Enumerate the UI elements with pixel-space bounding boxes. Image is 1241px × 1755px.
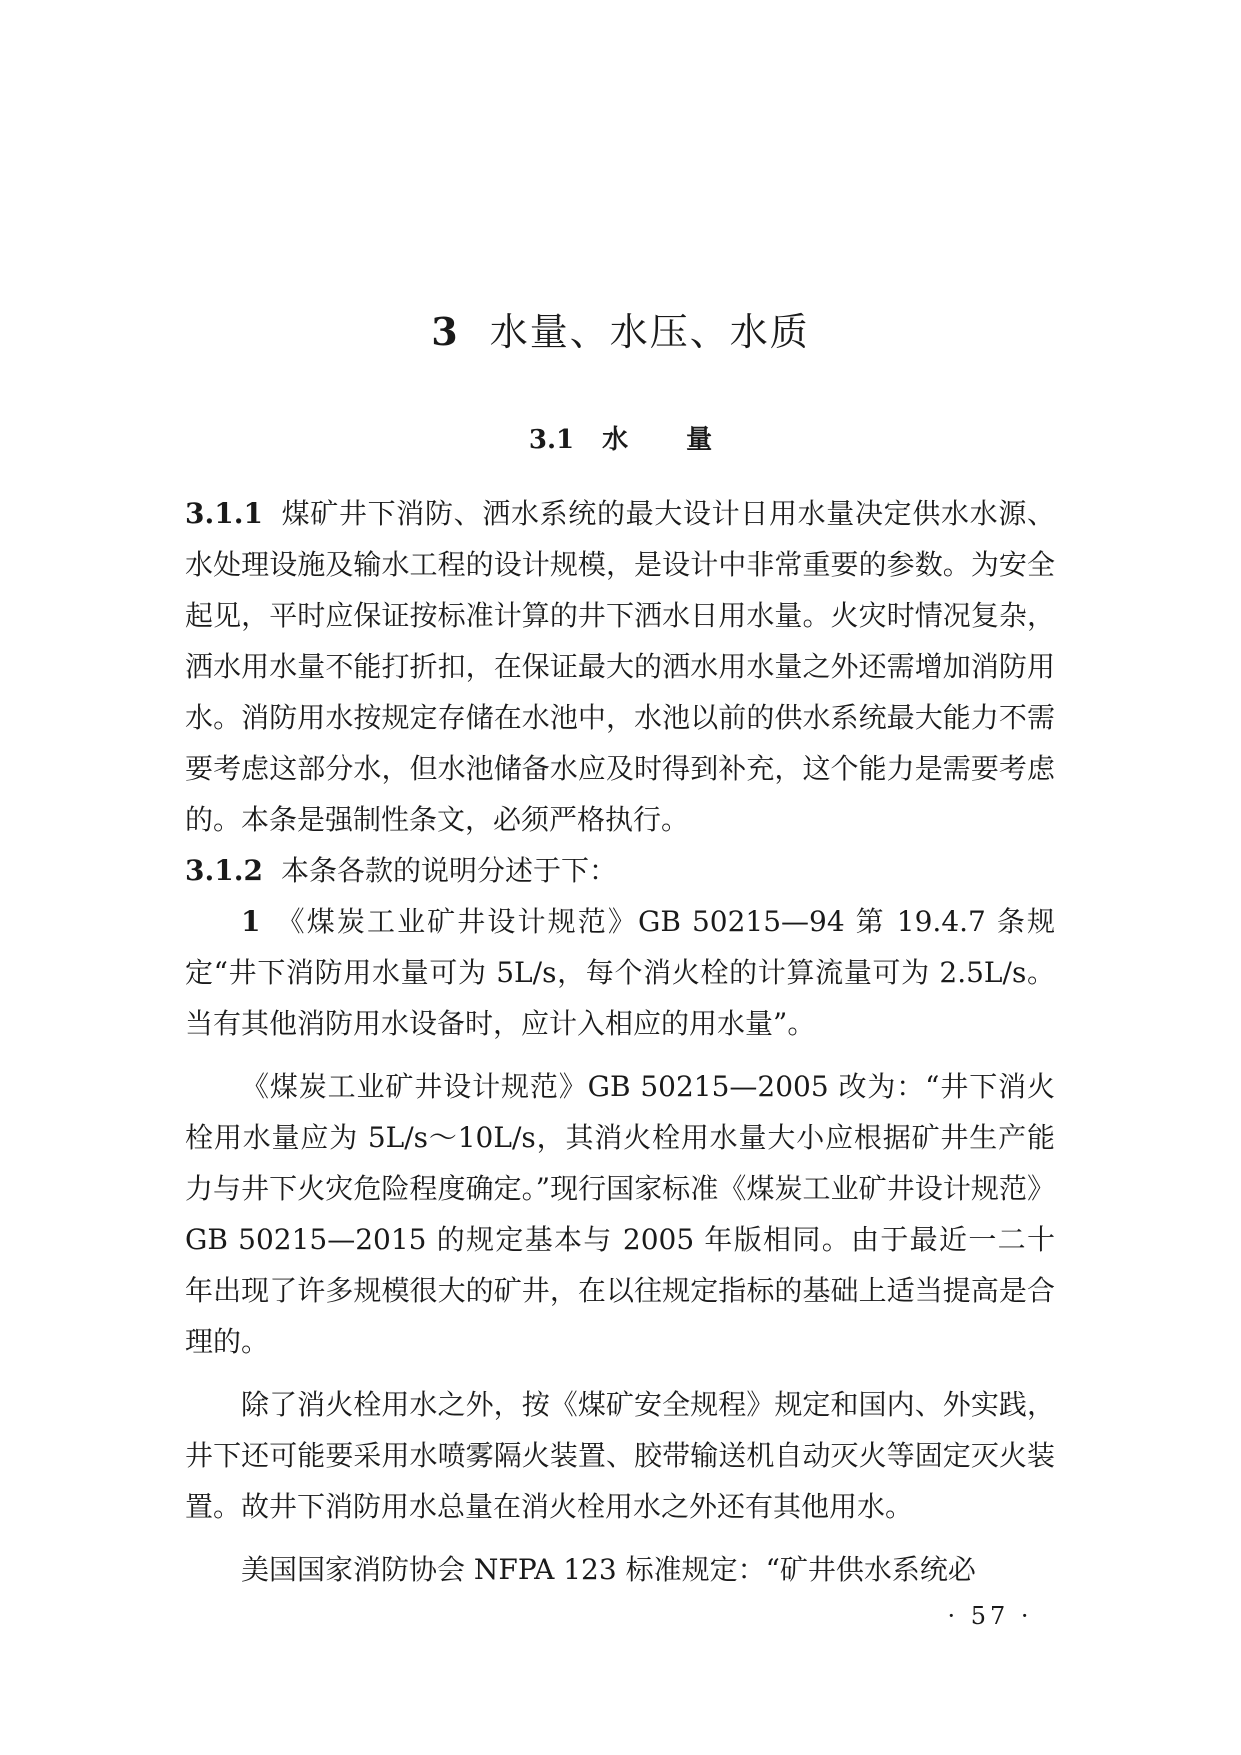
section-title-char-1: 水 [602,425,629,455]
section-title [0,420,1241,460]
body-text [185,488,1055,1595]
chapter-title-text: 水量、水压、水质 [489,310,810,354]
clause-text: 煤矿井下消防、洒水系统的最大设计日用水量决定供水水源、水处理设施及输水工程的设计规模，是设计中非常重要的参数。为安全起见，平时应保证按标准计算的井下洒水日用水量。火灾时情况复杂，洒水用水量不能打折扣，在保证最大的洒水用水量之外还需增加消防用水。消防用水按规定存储在水池中，水池以前的供水系统最大能力不需要考虑这部分水，但水池储备水应及时得到补充，这个能力是需要考虑的。本条是强制性条文，必须严格执行。 [185,497,1055,836]
paragraph [185,1379,1055,1532]
item-number: 1 [241,905,261,938]
chapter-title [0,302,1241,362]
paragraph-text: 除了消火栓用水之外，按《煤矿安全规程》规定和国内、外实践，井下还可能要采用水喷雾隔火装置、胶带输送机自动灭火等固定灭火装置。故井下消防用水总量在消火栓用水之外还有其他用水。 [185,1388,1055,1523]
paragraph-text: 美国国家消防协会 NFPA 123 标准规定：“矿井供水系统必 [241,1553,976,1586]
section-number: 3.1 [528,425,575,455]
paragraph-text: 《煤炭工业矿井设计规范》GB 50215—2005 改为：“井下消火栓用水量应为 5L/s～10L/s，其消火栓用水量大小应根据矿井生产能力与井下火灾危险程度确定。”现行国家标准《煤炭工业矿井设计规范》GB 50215—2015 的规定基本与 2005 年版相同。由于最近一二十年出现了许多规模很大的矿井，在以往规定指标的基础上适当提高是合理的。 [185,1070,1055,1358]
clause-text: 本条各款的说明分述于下： [280,854,617,887]
page-number: · 57 · [947,1602,1033,1630]
paragraph-item-1 [185,896,1055,1049]
clause-number: 3.1.2 [185,854,263,887]
clause-3-1-1 [185,488,1055,845]
clause-3-1-2 [185,845,1055,896]
paragraph [185,1544,1055,1595]
paragraph [185,1061,1055,1367]
clause-number: 3.1.1 [185,497,263,530]
chapter-number: 3 [431,309,460,354]
section-title-char-2: 量 [686,425,713,455]
paragraph-text: 《煤炭工业矿井设计规范》GB 50215—94 第 19.4.7 条规定“井下消防用水量可为 5L/s，每个消火栓的计算流量可为 2.5L/s。当有其他消防用水设备时，应计入相应的用水量”。 [185,905,1055,1040]
